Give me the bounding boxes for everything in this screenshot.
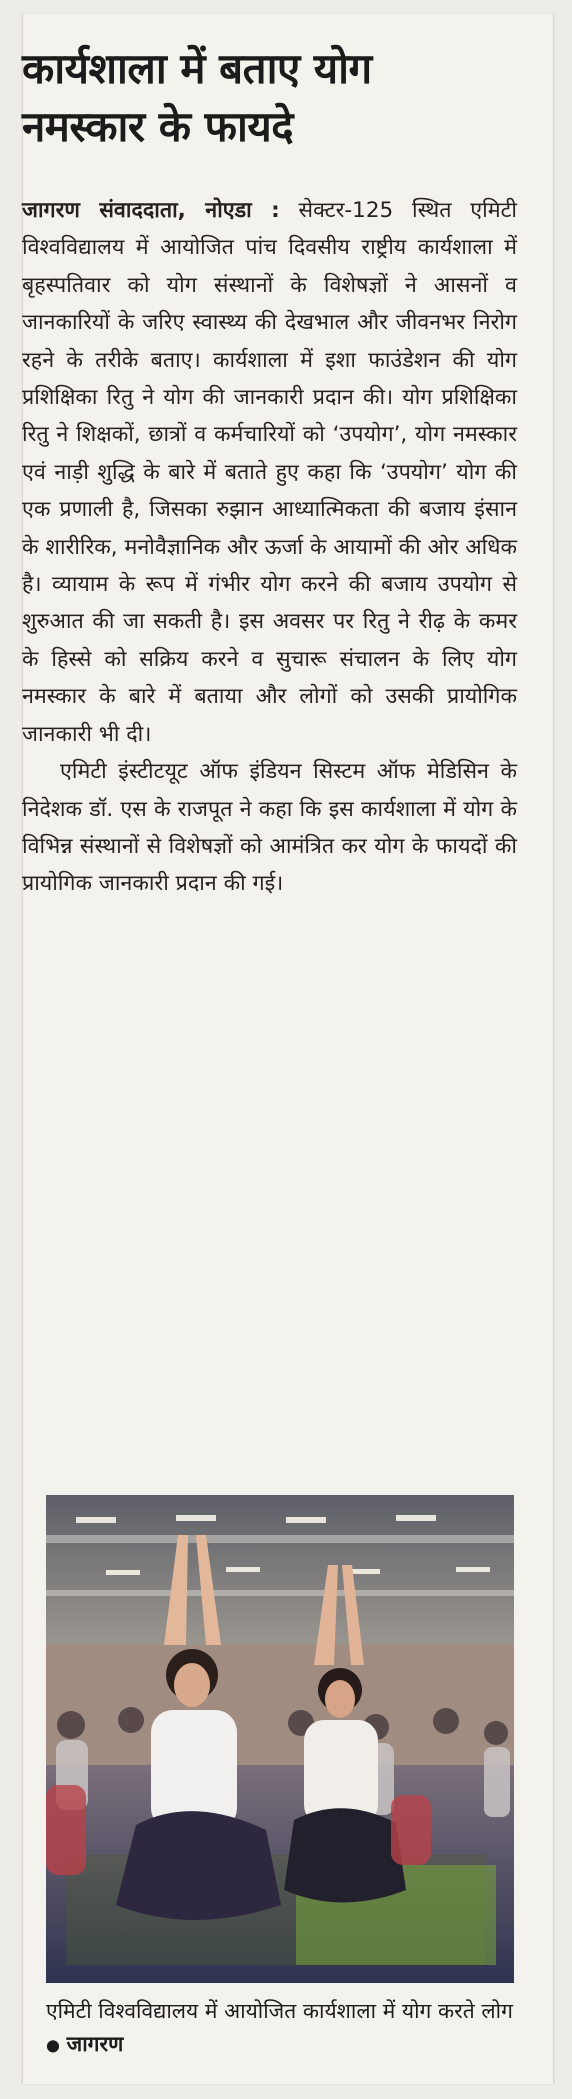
photo-credit: जागरण (66, 2032, 124, 2056)
paragraph-1-text: सेक्टर-125 स्थित एमिटी विश्वविद्यालय में आयोजित पांच दिवसीय राष्ट्रीय कार्यशाला में बृहस्पतिवार को योग संस्थानों के विशेषज्ञों ने आसनों व जानकारियों के जरिए स्वास्थ्य की देखभाल और जीवनभर निरोग रहने के तरीके बताए। कार्यशाला में इशा फाउंडेशन की योग प्रशिक्षिका रितु ने योग की जानकारी प्रदान की। योग प्रशिक्षिका रितु ने शिक्षकों, छात्रों व कर्मचारियों को ‘उपयोग’, योग नमस्कार एवं नाड़ी शुद्धि के बारे में बताते हुए कहा कि ‘उपयोग’ योग की एक प्रणाली है, जिसका रुझान आध्यात्मिकता की बजाय इंसान के शारीरिक, मनोवैज्ञानिक और ऊर्जा के आयामों की ओर अधिक है। व्यायाम के रूप में गंभीर योग करने की बजाय उपयोग से शुरुआत की जा सकती है। इस अवसर पर रितु ने रीढ़ के कमर के हिस्से को सक्रिय करने व सुचारू संचालन के लिए योग नमस्कार के बारे में बताया और लोगों को उसकी प्रायोगिक जानकारी भी दी। (22, 198, 517, 747)
photo-caption (46, 1995, 516, 2062)
bullet-icon: ● (46, 2035, 60, 2055)
yoga-photo-illustration (46, 1495, 514, 1983)
paragraph-2: एमिटी इंस्टीटयूट ऑफ इंडियन सिस्टम ऑफ मेडिसिन के निदेशक डॉ. एस के राजपूत ने कहा कि इस कार्यशाला में योग के विभिन्न संस्थानों से विशेषज्ञों को आमंत्रित कर योग के फायदों की प्रायोगिक जानकारी प्रदान की गई। (22, 759, 517, 897)
paragraph-1 (22, 192, 517, 753)
headline-line-1: कार्यशाला में बताए योग (22, 44, 372, 93)
dateline: जागरण संवाददाता, नोएडा : (22, 198, 280, 223)
caption-text: एमिटी विश्वविद्यालय में आयोजित कार्यशाला में योग करते लोग (46, 1999, 513, 2023)
article-headline (22, 40, 522, 156)
headline-line-2: नमस्कार के फायदे (22, 102, 293, 151)
article-body (22, 192, 517, 903)
article-photo (46, 1495, 514, 1983)
